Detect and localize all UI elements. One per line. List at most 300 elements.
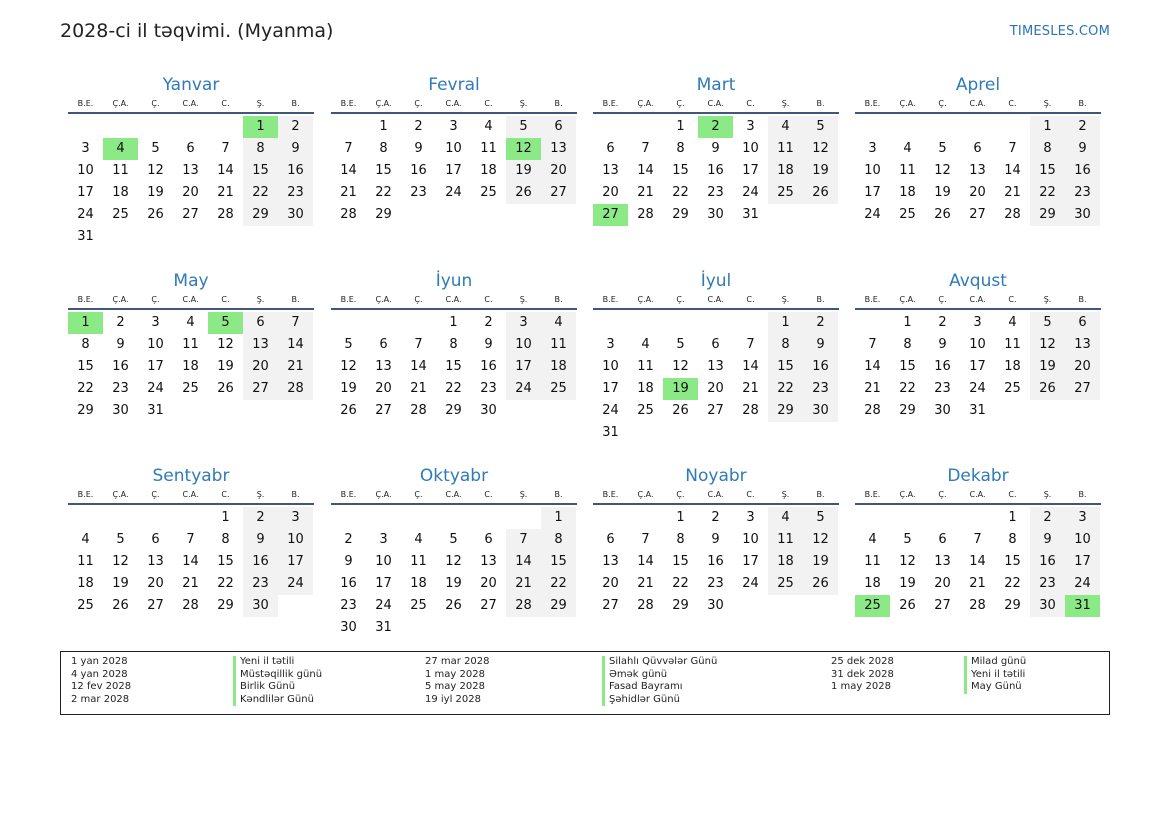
day-cell: 23 <box>112 381 129 396</box>
day-cell: 10 <box>147 337 164 352</box>
day-cell: 8 <box>903 337 912 352</box>
day-cell: 6 <box>938 532 947 547</box>
day-cell: 14 <box>742 359 759 374</box>
day-cell: 21 <box>969 576 986 591</box>
day-cell: 14 <box>637 554 654 569</box>
day-cell: 17 <box>77 185 94 200</box>
empty-cell <box>436 507 471 529</box>
weekday-label: Ş. <box>519 99 528 108</box>
empty-cell <box>1030 400 1065 422</box>
weekday-label: Ş. <box>781 99 790 108</box>
empty-cell <box>278 400 313 422</box>
day-cell: 2 <box>803 312 838 334</box>
weekday-label: B.E. <box>340 490 357 499</box>
weekday-label: C. <box>746 490 755 499</box>
day-cell: 7 <box>186 532 195 547</box>
day-cell: 25 <box>1004 381 1021 396</box>
weekday-label: C.A. <box>182 490 199 499</box>
day-cell: 23 <box>1030 573 1065 595</box>
holiday-day-cell: 5 <box>208 312 243 334</box>
day-cell: 27 <box>147 598 164 613</box>
empty-cell <box>401 507 436 529</box>
day-cell: 2 <box>938 315 947 330</box>
day-cell: 1 <box>676 510 685 525</box>
day-cell: 30 <box>480 403 497 418</box>
day-cell: 12 <box>803 138 838 160</box>
day-cell: 22 <box>375 185 392 200</box>
day-cell: 1 <box>221 510 230 525</box>
empty-cell <box>855 116 890 138</box>
empty-cell <box>925 116 960 138</box>
day-cell: 7 <box>506 529 541 551</box>
day-cell: 20 <box>602 576 619 591</box>
day-cell: 7 <box>1008 141 1017 156</box>
day-grid <box>593 505 838 617</box>
day-cell: 24 <box>864 207 881 222</box>
empty-cell <box>890 507 925 529</box>
weekday-label: Ş. <box>519 490 528 499</box>
legend-date: 27 mar 2028 <box>425 656 490 667</box>
day-cell: 20 <box>480 576 497 591</box>
day-cell: 6 <box>243 312 278 334</box>
day-cell: 24 <box>147 381 164 396</box>
month-name: Oktyabr <box>419 466 489 486</box>
weekday-label: B.E. <box>864 490 881 499</box>
weekday-label: C.A. <box>182 99 199 108</box>
weekday-label: Ş. <box>1043 490 1052 499</box>
weekday-header <box>855 489 1101 505</box>
day-cell: 30 <box>340 620 357 635</box>
weekday-label: C. <box>484 99 493 108</box>
day-cell: 6 <box>484 532 493 547</box>
empty-cell <box>68 507 103 529</box>
day-cell: 28 <box>742 403 759 418</box>
day-cell: 2 <box>278 116 313 138</box>
day-grid <box>68 114 313 248</box>
day-cell: 17 <box>742 554 759 569</box>
day-cell: 20 <box>147 576 164 591</box>
weekday-label: C. <box>221 490 230 499</box>
day-cell: 4 <box>541 312 576 334</box>
weekday-label: B. <box>816 295 825 304</box>
day-cell: 26 <box>803 182 838 204</box>
empty-cell <box>138 226 173 248</box>
legend-holiday: Milad günü <box>964 656 1026 669</box>
weekday-label: B. <box>1078 99 1087 108</box>
legend-dates-2 <box>425 656 490 706</box>
day-cell: 4 <box>868 532 877 547</box>
day-cell: 24 <box>969 381 986 396</box>
empty-cell <box>401 204 436 226</box>
weekday-label: B.E. <box>340 99 357 108</box>
holiday-day-cell: 1 <box>243 116 278 138</box>
month-2 <box>331 74 577 226</box>
day-cell: 24 <box>742 576 759 591</box>
legend-date: 2 mar 2028 <box>71 693 130 705</box>
day-cell: 5 <box>803 507 838 529</box>
weekday-label: Ç. <box>938 295 947 304</box>
day-cell: 18 <box>541 356 576 378</box>
holiday-day-cell: 4 <box>103 138 138 160</box>
weekday-header <box>331 294 577 310</box>
day-cell: 19 <box>340 381 357 396</box>
empty-cell <box>173 116 208 138</box>
empty-cell <box>925 507 960 529</box>
day-cell: 10 <box>864 163 881 178</box>
day-cell: 3 <box>81 141 90 156</box>
day-cell: 11 <box>899 163 916 178</box>
weekday-label: Ş. <box>1043 99 1052 108</box>
legend-date: 31 dek 2028 <box>831 668 894 680</box>
holiday-day-cell: 31 <box>1065 595 1100 617</box>
day-cell: 12 <box>672 359 689 374</box>
day-cell: 2 <box>344 532 353 547</box>
day-cell: 10 <box>506 334 541 356</box>
day-cell: 1 <box>379 119 388 134</box>
day-cell: 8 <box>768 334 803 356</box>
day-cell: 29 <box>1004 598 1021 613</box>
day-cell: 25 <box>541 378 576 400</box>
day-cell: 26 <box>803 573 838 595</box>
day-cell: 14 <box>340 163 357 178</box>
day-cell: 29 <box>1030 204 1065 226</box>
day-cell: 5 <box>344 337 353 352</box>
day-cell: 9 <box>243 529 278 551</box>
empty-cell <box>855 507 890 529</box>
day-cell: 22 <box>243 182 278 204</box>
empty-cell <box>436 204 471 226</box>
empty-cell <box>471 204 506 226</box>
weekday-label: C.A. <box>707 99 724 108</box>
day-cell: 12 <box>1030 334 1065 356</box>
day-cell: 2 <box>1065 116 1100 138</box>
day-cell: 4 <box>768 507 803 529</box>
empty-cell <box>506 507 541 529</box>
day-cell: 11 <box>768 529 803 551</box>
empty-cell <box>366 507 401 529</box>
day-cell: 3 <box>746 119 755 134</box>
weekday-label: C. <box>484 295 493 304</box>
day-cell: 21 <box>217 185 234 200</box>
empty-cell <box>138 116 173 138</box>
empty-cell <box>733 422 768 444</box>
day-cell: 10 <box>445 141 462 156</box>
empty-cell <box>471 507 506 529</box>
empty-cell <box>173 400 208 422</box>
empty-cell <box>541 400 576 422</box>
day-cell: 16 <box>340 576 357 591</box>
weekday-label: B. <box>291 99 300 108</box>
day-cell: 29 <box>672 598 689 613</box>
day-cell: 17 <box>969 359 986 374</box>
day-cell: 17 <box>445 163 462 178</box>
day-cell: 14 <box>217 163 234 178</box>
day-cell: 24 <box>278 573 313 595</box>
day-cell: 8 <box>379 141 388 156</box>
month-4 <box>855 74 1101 226</box>
day-cell: 7 <box>868 337 877 352</box>
weekday-header <box>855 294 1101 310</box>
day-cell: 3 <box>973 315 982 330</box>
day-cell: 29 <box>243 204 278 226</box>
day-cell: 24 <box>1065 573 1100 595</box>
weekday-label: Ç.A. <box>637 490 654 499</box>
day-cell: 26 <box>934 207 951 222</box>
day-cell: 1 <box>768 312 803 334</box>
day-cell: 19 <box>803 160 838 182</box>
day-cell: 8 <box>1008 532 1017 547</box>
legend-names-1 <box>233 656 322 706</box>
empty-cell <box>698 312 733 334</box>
day-cell: 8 <box>676 532 685 547</box>
weekday-label: B. <box>1078 490 1087 499</box>
day-cell: 14 <box>410 359 427 374</box>
day-cell: 19 <box>899 576 916 591</box>
holiday-legend <box>60 651 1110 715</box>
weekday-header <box>68 489 314 505</box>
day-cell: 28 <box>340 207 357 222</box>
day-cell: 6 <box>379 337 388 352</box>
day-cell: 8 <box>541 529 576 551</box>
day-cell: 16 <box>1065 160 1100 182</box>
empty-cell <box>208 116 243 138</box>
day-cell: 21 <box>864 381 881 396</box>
day-cell: 21 <box>340 185 357 200</box>
day-cell: 1 <box>676 119 685 134</box>
day-cell: 18 <box>899 185 916 200</box>
day-cell: 2 <box>484 315 493 330</box>
weekday-label: Ş. <box>781 295 790 304</box>
day-cell: 19 <box>803 551 838 573</box>
day-cell: 21 <box>637 576 654 591</box>
day-cell: 29 <box>768 400 803 422</box>
day-cell: 1 <box>903 315 912 330</box>
weekday-label: B. <box>554 295 563 304</box>
day-cell: 31 <box>969 403 986 418</box>
day-cell: 9 <box>414 141 423 156</box>
weekday-label: Ç.A. <box>899 99 916 108</box>
day-cell: 3 <box>278 507 313 529</box>
empty-cell <box>173 507 208 529</box>
day-cell: 3 <box>1065 507 1100 529</box>
day-cell: 9 <box>711 141 720 156</box>
month-6 <box>331 270 577 422</box>
day-cell: 18 <box>637 381 654 396</box>
day-cell: 18 <box>768 551 803 573</box>
weekday-label: C. <box>1008 490 1017 499</box>
day-cell: 28 <box>637 598 654 613</box>
day-cell: 29 <box>445 403 462 418</box>
day-cell: 10 <box>278 529 313 551</box>
day-cell: 15 <box>672 554 689 569</box>
day-cell: 22 <box>672 185 689 200</box>
day-cell: 6 <box>541 116 576 138</box>
day-cell: 5 <box>116 532 125 547</box>
weekday-label: Ç.A. <box>375 295 392 304</box>
day-cell: 25 <box>410 598 427 613</box>
day-cell: 6 <box>1065 312 1100 334</box>
empty-cell <box>103 116 138 138</box>
day-cell: 27 <box>602 598 619 613</box>
weekday-label: Ç. <box>151 99 160 108</box>
day-cell: 13 <box>541 138 576 160</box>
day-cell: 15 <box>1004 554 1021 569</box>
day-cell: 25 <box>768 573 803 595</box>
day-cell: 11 <box>541 334 576 356</box>
day-cell: 24 <box>375 598 392 613</box>
weekday-label: C.A. <box>969 490 986 499</box>
month-name: Aprel <box>955 75 1001 95</box>
day-cell: 22 <box>899 381 916 396</box>
day-cell: 2 <box>711 510 720 525</box>
weekday-label: Ç.A. <box>112 99 129 108</box>
weekday-label: B.E. <box>602 490 619 499</box>
weekday-label: C. <box>746 99 755 108</box>
day-cell: 9 <box>116 337 125 352</box>
day-cell: 16 <box>112 359 129 374</box>
day-cell: 23 <box>243 573 278 595</box>
weekday-label: B. <box>554 490 563 499</box>
weekday-label: C. <box>1008 295 1017 304</box>
day-cell: 29 <box>375 207 392 222</box>
weekday-header <box>593 98 839 114</box>
empty-cell <box>208 226 243 248</box>
month-1 <box>68 74 314 248</box>
empty-cell <box>628 116 663 138</box>
day-cell: 6 <box>711 337 720 352</box>
empty-cell <box>68 116 103 138</box>
day-cell: 27 <box>934 598 951 613</box>
day-cell: 23 <box>1065 182 1100 204</box>
legend-dates-3 <box>831 656 894 694</box>
day-cell: 19 <box>147 185 164 200</box>
day-cell: 12 <box>217 337 234 352</box>
weekday-label: C. <box>221 295 230 304</box>
day-cell: 27 <box>375 403 392 418</box>
day-cell: 4 <box>903 141 912 156</box>
legend-holiday: Əmək günü <box>602 669 717 682</box>
day-cell: 22 <box>541 573 576 595</box>
empty-cell <box>506 617 541 639</box>
day-cell: 11 <box>864 554 881 569</box>
day-cell: 7 <box>641 532 650 547</box>
weekday-header <box>331 98 577 114</box>
day-cell: 23 <box>410 185 427 200</box>
day-cell: 3 <box>606 337 615 352</box>
day-cell: 11 <box>768 138 803 160</box>
weekday-label: Ş. <box>256 295 265 304</box>
weekday-label: C.A. <box>707 490 724 499</box>
day-cell: 15 <box>768 356 803 378</box>
day-cell: 22 <box>1004 576 1021 591</box>
day-cell: 17 <box>864 185 881 200</box>
day-cell: 30 <box>803 400 838 422</box>
day-cell: 4 <box>641 337 650 352</box>
day-cell: 8 <box>449 337 458 352</box>
empty-cell <box>803 595 838 617</box>
legend-date: 19 iyl 2028 <box>425 693 482 705</box>
empty-cell <box>366 312 401 334</box>
holiday-day-cell: 27 <box>593 204 628 226</box>
weekday-label: Ş. <box>256 490 265 499</box>
day-cell: 10 <box>742 532 759 547</box>
month-name: Yanvar <box>162 75 220 95</box>
day-cell: 3 <box>506 312 541 334</box>
day-cell: 15 <box>541 551 576 573</box>
site-link[interactable]: TIMESLES.COM <box>1009 24 1110 39</box>
day-cell: 7 <box>278 312 313 334</box>
empty-cell <box>855 312 890 334</box>
weekday-label: C.A. <box>445 99 462 108</box>
day-cell: 19 <box>1030 356 1065 378</box>
weekday-label: Ç. <box>414 295 423 304</box>
empty-cell <box>663 422 698 444</box>
day-cell: 25 <box>480 185 497 200</box>
day-cell: 30 <box>278 204 313 226</box>
legend-holiday: Fasad Bayramı <box>602 681 717 694</box>
day-cell: 8 <box>221 532 230 547</box>
day-cell: 21 <box>278 356 313 378</box>
empty-cell <box>331 116 366 138</box>
day-cell: 17 <box>602 381 619 396</box>
month-8 <box>855 270 1101 422</box>
day-cell: 1 <box>541 507 576 529</box>
day-cell: 9 <box>1065 138 1100 160</box>
day-cell: 30 <box>112 403 129 418</box>
day-cell: 15 <box>375 163 392 178</box>
day-cell: 8 <box>243 138 278 160</box>
weekday-label: Ç. <box>938 490 947 499</box>
holiday-day-cell: 19 <box>663 378 698 400</box>
day-cell: 13 <box>1065 334 1100 356</box>
day-cell: 22 <box>1030 182 1065 204</box>
legend-holiday: Yeni il tətili <box>964 669 1026 682</box>
legend-holiday: May Günü <box>964 681 1026 694</box>
weekday-label: Ş. <box>1043 295 1052 304</box>
day-cell: 17 <box>375 576 392 591</box>
day-cell: 18 <box>77 576 94 591</box>
month-name: Noyabr <box>685 466 747 486</box>
empty-cell <box>995 116 1030 138</box>
weekday-label: Ç.A. <box>899 295 916 304</box>
empty-cell <box>803 204 838 226</box>
day-cell: 20 <box>969 185 986 200</box>
weekday-label: B. <box>1078 295 1087 304</box>
weekday-header <box>855 98 1101 114</box>
empty-cell <box>733 312 768 334</box>
day-cell: 24 <box>506 378 541 400</box>
day-cell: 23 <box>340 598 357 613</box>
day-cell: 22 <box>768 378 803 400</box>
day-cell: 3 <box>379 532 388 547</box>
month-name: May <box>173 271 209 291</box>
day-cell: 4 <box>186 315 195 330</box>
weekday-header <box>68 294 314 310</box>
empty-cell <box>401 617 436 639</box>
month-9 <box>68 465 314 617</box>
legend-date: 12 fev 2028 <box>71 681 132 693</box>
day-cell: 20 <box>602 185 619 200</box>
day-cell: 11 <box>410 554 427 569</box>
day-cell: 28 <box>969 598 986 613</box>
empty-cell <box>890 116 925 138</box>
day-cell: 26 <box>340 403 357 418</box>
day-cell: 30 <box>243 595 278 617</box>
day-cell: 4 <box>1008 315 1017 330</box>
day-cell: 14 <box>182 554 199 569</box>
day-cell: 10 <box>1065 529 1100 551</box>
day-cell: 26 <box>217 381 234 396</box>
